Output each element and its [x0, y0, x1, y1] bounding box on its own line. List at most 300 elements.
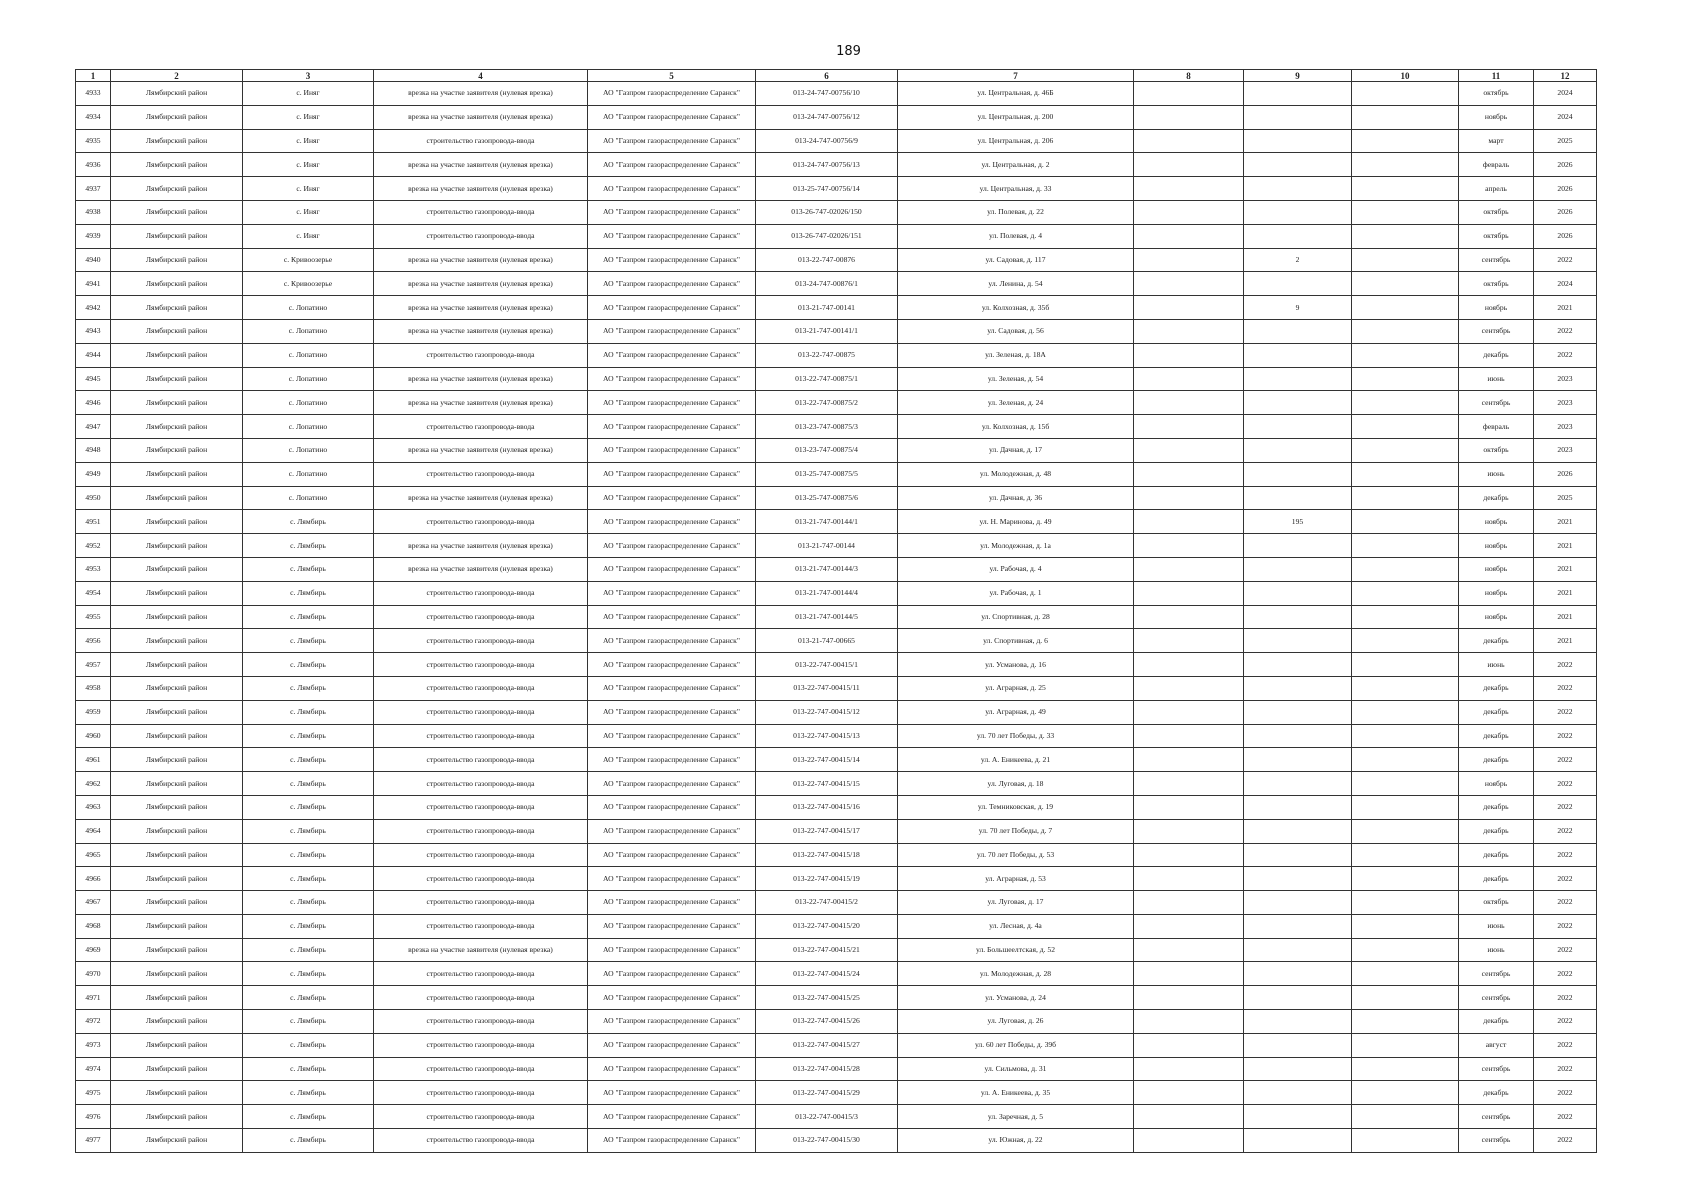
work-type-cell: врезка на участке заявителя (нулевая врезка) [374, 367, 588, 391]
contract-number-cell: 013-25-747-00875/6 [756, 486, 898, 510]
contract-number-cell: 013-22-747-00415/17 [756, 819, 898, 843]
settlement-cell: с. Лямбирь [243, 724, 374, 748]
table-row [76, 272, 1597, 296]
settlement-cell: с. Лямбирь [243, 581, 374, 605]
column-10-cell [1352, 748, 1459, 772]
column-9-cell [1244, 1057, 1352, 1081]
column-8-cell [1134, 486, 1244, 510]
column-9-cell [1244, 819, 1352, 843]
organization-cell: АО "Газпром газораспределение Саранск" [588, 1105, 756, 1129]
table-row [76, 938, 1597, 962]
table-row [76, 629, 1597, 653]
district-cell: Лямбирский район [111, 153, 243, 177]
month-cell: июнь [1459, 938, 1534, 962]
column-9-cell [1244, 724, 1352, 748]
column-10-cell [1352, 986, 1459, 1010]
settlement-cell: с. Лямбирь [243, 938, 374, 962]
work-type-cell: врезка на участке заявителя (нулевая врезка) [374, 105, 588, 129]
column-8-cell [1134, 510, 1244, 534]
address-cell: ул. Центральная, д. 2 [898, 153, 1134, 177]
district-cell: Лямбирский район [111, 843, 243, 867]
organization-cell: АО "Газпром газораспределение Саранск" [588, 534, 756, 558]
organization-cell: АО "Газпром газораспределение Саранск" [588, 343, 756, 367]
column-10-cell [1352, 224, 1459, 248]
address-cell: ул. Н. Маринова, д. 49 [898, 510, 1134, 534]
column-9-cell [1244, 129, 1352, 153]
district-cell: Лямбирский район [111, 296, 243, 320]
column-8-cell [1134, 962, 1244, 986]
table-row [76, 1081, 1597, 1105]
district-cell: Лямбирский район [111, 724, 243, 748]
month-cell: декабрь [1459, 486, 1534, 510]
column-8-cell [1134, 1010, 1244, 1034]
work-type-cell: врезка на участке заявителя (нулевая врезка) [374, 296, 588, 320]
column-10-cell [1352, 914, 1459, 938]
work-type-cell: врезка на участке заявителя (нулевая врезка) [374, 177, 588, 201]
organization-cell: АО "Газпром газораспределение Саранск" [588, 367, 756, 391]
table-row [76, 200, 1597, 224]
year-cell: 2022 [1534, 772, 1597, 796]
column-9-cell [1244, 391, 1352, 415]
month-cell: октябрь [1459, 82, 1534, 106]
column-8-cell [1134, 676, 1244, 700]
work-type-cell: строительство газопровода-ввода [374, 795, 588, 819]
month-cell: ноябрь [1459, 605, 1534, 629]
column-header: 3 [243, 70, 374, 82]
row-number-cell: 4956 [76, 629, 111, 653]
district-cell: Лямбирский район [111, 605, 243, 629]
address-cell: ул. А. Еникеева, д. 35 [898, 1081, 1134, 1105]
address-cell: ул. Центральная, д. 206 [898, 129, 1134, 153]
address-cell: ул. Центральная, д. 46Б [898, 82, 1134, 106]
year-cell: 2022 [1534, 795, 1597, 819]
district-cell: Лямбирский район [111, 867, 243, 891]
row-number-cell: 4936 [76, 153, 111, 177]
address-cell: ул. Колхозная, д. 15б [898, 415, 1134, 439]
address-cell: ул. Луговая, д. 18 [898, 772, 1134, 796]
contract-number-cell: 013-21-747-00665 [756, 629, 898, 653]
work-type-cell: врезка на участке заявителя (нулевая врезка) [374, 534, 588, 558]
column-9-cell: 9 [1244, 296, 1352, 320]
column-10-cell [1352, 629, 1459, 653]
settlement-cell: с. Лямбирь [243, 843, 374, 867]
year-cell: 2021 [1534, 605, 1597, 629]
work-type-cell: строительство газопровода-ввода [374, 581, 588, 605]
work-type-cell: строительство газопровода-ввода [374, 200, 588, 224]
contract-number-cell: 013-22-747-00415/15 [756, 772, 898, 796]
contract-number-cell: 013-25-747-00756/14 [756, 177, 898, 201]
column-10-cell [1352, 1057, 1459, 1081]
table-row [76, 891, 1597, 915]
column-9-cell [1244, 1033, 1352, 1057]
work-type-cell: строительство газопровода-ввода [374, 462, 588, 486]
address-cell: ул. Рабочая, д. 1 [898, 581, 1134, 605]
month-cell: апрель [1459, 177, 1534, 201]
district-cell: Лямбирский район [111, 82, 243, 106]
column-9-cell [1244, 1105, 1352, 1129]
table-row [76, 462, 1597, 486]
column-10-cell [1352, 962, 1459, 986]
organization-cell: АО "Газпром газораспределение Саранск" [588, 1057, 756, 1081]
gasification-schedule-table [75, 69, 1597, 1153]
work-type-cell: строительство газопровода-ввода [374, 676, 588, 700]
district-cell: Лямбирский район [111, 891, 243, 915]
district-cell: Лямбирский район [111, 177, 243, 201]
column-10-cell [1352, 415, 1459, 439]
column-8-cell [1134, 795, 1244, 819]
address-cell: ул. Садовая, д. 56 [898, 319, 1134, 343]
row-number-cell: 4973 [76, 1033, 111, 1057]
month-cell: сентябрь [1459, 962, 1534, 986]
contract-number-cell: 013-22-747-00415/2 [756, 891, 898, 915]
contract-number-cell: 013-22-747-00415/1 [756, 653, 898, 677]
work-type-cell: строительство газопровода-ввода [374, 891, 588, 915]
month-cell: ноябрь [1459, 105, 1534, 129]
settlement-cell: с. Лопатино [243, 462, 374, 486]
year-cell: 2023 [1534, 438, 1597, 462]
month-cell: март [1459, 129, 1534, 153]
table-header [76, 70, 1597, 82]
work-type-cell: строительство газопровода-ввода [374, 510, 588, 534]
year-cell: 2026 [1534, 153, 1597, 177]
work-type-cell: строительство газопровода-ввода [374, 914, 588, 938]
organization-cell: АО "Газпром газораспределение Саранск" [588, 962, 756, 986]
column-header: 7 [898, 70, 1134, 82]
table-row [76, 510, 1597, 534]
contract-number-cell: 013-25-747-00875/5 [756, 462, 898, 486]
table-row [76, 962, 1597, 986]
organization-cell: АО "Газпром газораспределение Саранск" [588, 843, 756, 867]
column-9-cell [1244, 272, 1352, 296]
contract-number-cell: 013-22-747-00875/2 [756, 391, 898, 415]
settlement-cell: с. Иняг [243, 224, 374, 248]
settlement-cell: с. Лямбирь [243, 1129, 374, 1153]
address-cell: ул. Полевая, д. 22 [898, 200, 1134, 224]
row-number-cell: 4935 [76, 129, 111, 153]
column-10-cell [1352, 581, 1459, 605]
district-cell: Лямбирский район [111, 272, 243, 296]
month-cell: ноябрь [1459, 581, 1534, 605]
column-9-cell [1244, 891, 1352, 915]
column-9-cell [1244, 319, 1352, 343]
settlement-cell: с. Иняг [243, 82, 374, 106]
month-cell: декабрь [1459, 795, 1534, 819]
district-cell: Лямбирский район [111, 986, 243, 1010]
row-number-cell: 4943 [76, 319, 111, 343]
work-type-cell: врезка на участке заявителя (нулевая врезка) [374, 938, 588, 962]
contract-number-cell: 013-22-747-00415/14 [756, 748, 898, 772]
table-row [76, 557, 1597, 581]
month-cell: октябрь [1459, 438, 1534, 462]
address-cell: ул. 60 лет Победы, д. 39б [898, 1033, 1134, 1057]
settlement-cell: с. Лямбирь [243, 1057, 374, 1081]
year-cell: 2022 [1534, 986, 1597, 1010]
district-cell: Лямбирский район [111, 534, 243, 558]
address-cell: ул. Зеленая, д. 18А [898, 343, 1134, 367]
column-10-cell [1352, 319, 1459, 343]
work-type-cell: строительство газопровода-ввода [374, 1129, 588, 1153]
address-cell: ул. Зеленая, д. 24 [898, 391, 1134, 415]
year-cell: 2024 [1534, 272, 1597, 296]
column-8-cell [1134, 1081, 1244, 1105]
row-number-cell: 4972 [76, 1010, 111, 1034]
year-cell: 2026 [1534, 462, 1597, 486]
district-cell: Лямбирский район [111, 772, 243, 796]
settlement-cell: с. Лямбирь [243, 1033, 374, 1057]
organization-cell: АО "Газпром газораспределение Саранск" [588, 105, 756, 129]
column-9-cell [1244, 343, 1352, 367]
row-number-cell: 4959 [76, 700, 111, 724]
settlement-cell: с. Лямбирь [243, 795, 374, 819]
column-10-cell [1352, 891, 1459, 915]
month-cell: сентябрь [1459, 1057, 1534, 1081]
row-number-cell: 4941 [76, 272, 111, 296]
organization-cell: АО "Газпром газораспределение Саранск" [588, 676, 756, 700]
table-row [76, 1105, 1597, 1129]
table-row [76, 296, 1597, 320]
month-cell: декабрь [1459, 1081, 1534, 1105]
column-8-cell [1134, 653, 1244, 677]
column-8-cell [1134, 581, 1244, 605]
column-header: 6 [756, 70, 898, 82]
month-cell: сентябрь [1459, 248, 1534, 272]
address-cell: ул. Заречная, д. 5 [898, 1105, 1134, 1129]
year-cell: 2021 [1534, 534, 1597, 558]
table-row [76, 319, 1597, 343]
settlement-cell: с. Лямбирь [243, 986, 374, 1010]
work-type-cell: строительство газопровода-ввода [374, 819, 588, 843]
work-type-cell: врезка на участке заявителя (нулевая врезка) [374, 153, 588, 177]
column-9-cell [1244, 462, 1352, 486]
address-cell: ул. Сильмова, д. 31 [898, 1057, 1134, 1081]
row-number-cell: 4947 [76, 415, 111, 439]
column-8-cell [1134, 534, 1244, 558]
address-cell: ул. Молодежная, д. 48 [898, 462, 1134, 486]
column-9-cell [1244, 629, 1352, 653]
year-cell: 2022 [1534, 867, 1597, 891]
year-cell: 2026 [1534, 177, 1597, 201]
contract-number-cell: 013-21-747-00144/1 [756, 510, 898, 534]
column-8-cell [1134, 129, 1244, 153]
column-8-cell [1134, 724, 1244, 748]
column-9-cell [1244, 200, 1352, 224]
contract-number-cell: 013-24-747-00756/9 [756, 129, 898, 153]
month-cell: июнь [1459, 653, 1534, 677]
month-cell: декабрь [1459, 343, 1534, 367]
district-cell: Лямбирский район [111, 462, 243, 486]
row-number-cell: 4974 [76, 1057, 111, 1081]
column-9-cell [1244, 534, 1352, 558]
row-number-cell: 4977 [76, 1129, 111, 1153]
month-cell: июнь [1459, 367, 1534, 391]
contract-number-cell: 013-21-747-00144 [756, 534, 898, 558]
column-10-cell [1352, 1010, 1459, 1034]
table-row [76, 748, 1597, 772]
column-9-cell [1244, 938, 1352, 962]
column-9-cell [1244, 867, 1352, 891]
column-9-cell [1244, 177, 1352, 201]
district-cell: Лямбирский район [111, 653, 243, 677]
column-9-cell [1244, 581, 1352, 605]
contract-number-cell: 013-22-747-00415/30 [756, 1129, 898, 1153]
year-cell: 2025 [1534, 129, 1597, 153]
address-cell: ул. Дачная, д. 17 [898, 438, 1134, 462]
column-9-cell [1244, 105, 1352, 129]
district-cell: Лямбирский район [111, 1081, 243, 1105]
column-8-cell [1134, 605, 1244, 629]
work-type-cell: врезка на участке заявителя (нулевая врезка) [374, 272, 588, 296]
settlement-cell: с. Иняг [243, 153, 374, 177]
table-row [76, 248, 1597, 272]
month-cell: октябрь [1459, 200, 1534, 224]
district-cell: Лямбирский район [111, 486, 243, 510]
column-8-cell [1134, 224, 1244, 248]
address-cell: ул. Аграрная, д. 53 [898, 867, 1134, 891]
work-type-cell: строительство газопровода-ввода [374, 748, 588, 772]
district-cell: Лямбирский район [111, 1033, 243, 1057]
work-type-cell: строительство газопровода-ввода [374, 1057, 588, 1081]
column-header: 8 [1134, 70, 1244, 82]
column-header: 12 [1534, 70, 1597, 82]
settlement-cell: с. Лямбирь [243, 1105, 374, 1129]
work-type-cell: строительство газопровода-ввода [374, 962, 588, 986]
page-number: 189 [836, 44, 861, 59]
address-cell: ул. Дачная, д. 36 [898, 486, 1134, 510]
column-8-cell [1134, 343, 1244, 367]
column-header: 11 [1459, 70, 1534, 82]
table-row [76, 415, 1597, 439]
year-cell: 2021 [1534, 629, 1597, 653]
month-cell: февраль [1459, 153, 1534, 177]
district-cell: Лямбирский район [111, 224, 243, 248]
column-9-cell [1244, 1010, 1352, 1034]
work-type-cell: строительство газопровода-ввода [374, 653, 588, 677]
month-cell: декабрь [1459, 867, 1534, 891]
month-cell: ноябрь [1459, 534, 1534, 558]
column-9-cell [1244, 676, 1352, 700]
row-number-cell: 4950 [76, 486, 111, 510]
settlement-cell: с. Иняг [243, 105, 374, 129]
contract-number-cell: 013-22-747-00415/16 [756, 795, 898, 819]
row-number-cell: 4949 [76, 462, 111, 486]
column-9-cell [1244, 795, 1352, 819]
district-cell: Лямбирский район [111, 581, 243, 605]
settlement-cell: с. Лямбирь [243, 748, 374, 772]
contract-number-cell: 013-21-747-00141/1 [756, 319, 898, 343]
row-number-cell: 4960 [76, 724, 111, 748]
month-cell: февраль [1459, 415, 1534, 439]
contract-number-cell: 013-22-747-00415/3 [756, 1105, 898, 1129]
year-cell: 2022 [1534, 1033, 1597, 1057]
month-cell: декабрь [1459, 1010, 1534, 1034]
contract-number-cell: 013-22-747-00415/11 [756, 676, 898, 700]
year-cell: 2022 [1534, 962, 1597, 986]
month-cell: декабрь [1459, 629, 1534, 653]
table-body [76, 82, 1597, 1153]
column-10-cell [1352, 795, 1459, 819]
row-number-cell: 4951 [76, 510, 111, 534]
settlement-cell: с. Лямбирь [243, 557, 374, 581]
column-10-cell [1352, 819, 1459, 843]
table-row [76, 105, 1597, 129]
table-row [76, 224, 1597, 248]
table-row [76, 486, 1597, 510]
address-cell: ул. Колхозная, д. 35б [898, 296, 1134, 320]
column-9-cell [1244, 653, 1352, 677]
district-cell: Лямбирский район [111, 438, 243, 462]
district-cell: Лямбирский район [111, 391, 243, 415]
address-cell: ул. Лесная, д. 4а [898, 914, 1134, 938]
contract-number-cell: 013-23-747-00875/4 [756, 438, 898, 462]
contract-number-cell: 013-23-747-00875/3 [756, 415, 898, 439]
work-type-cell: врезка на участке заявителя (нулевая врезка) [374, 557, 588, 581]
column-8-cell [1134, 938, 1244, 962]
work-type-cell: строительство газопровода-ввода [374, 129, 588, 153]
column-numbers-row [76, 70, 1597, 82]
organization-cell: АО "Газпром газораспределение Саранск" [588, 1033, 756, 1057]
table-row [76, 1057, 1597, 1081]
table-row [76, 343, 1597, 367]
organization-cell: АО "Газпром газораспределение Саранск" [588, 986, 756, 1010]
column-9-cell [1244, 1129, 1352, 1153]
organization-cell: АО "Газпром газораспределение Саранск" [588, 462, 756, 486]
contract-number-cell: 013-22-747-00415/12 [756, 700, 898, 724]
column-9-cell [1244, 486, 1352, 510]
organization-cell: АО "Газпром газораспределение Саранск" [588, 748, 756, 772]
row-number-cell: 4945 [76, 367, 111, 391]
column-8-cell [1134, 319, 1244, 343]
contract-number-cell: 013-22-747-00415/24 [756, 962, 898, 986]
column-9-cell [1244, 748, 1352, 772]
table-row [76, 534, 1597, 558]
work-type-cell: строительство газопровода-ввода [374, 343, 588, 367]
organization-cell: АО "Газпром газораспределение Саранск" [588, 795, 756, 819]
column-10-cell [1352, 296, 1459, 320]
district-cell: Лямбирский район [111, 700, 243, 724]
year-cell: 2022 [1534, 819, 1597, 843]
organization-cell: АО "Газпром газораспределение Саранск" [588, 557, 756, 581]
month-cell: ноябрь [1459, 557, 1534, 581]
month-cell: ноябрь [1459, 510, 1534, 534]
column-10-cell [1352, 772, 1459, 796]
organization-cell: АО "Газпром газораспределение Саранск" [588, 82, 756, 106]
column-9-cell [1244, 1081, 1352, 1105]
column-10-cell [1352, 557, 1459, 581]
table-row [76, 82, 1597, 106]
column-header: 4 [374, 70, 588, 82]
table-row [76, 676, 1597, 700]
year-cell: 2022 [1534, 938, 1597, 962]
address-cell: ул. Центральная, д. 33 [898, 177, 1134, 201]
work-type-cell: строительство газопровода-ввода [374, 415, 588, 439]
month-cell: сентябрь [1459, 391, 1534, 415]
table-row [76, 1033, 1597, 1057]
organization-cell: АО "Газпром газораспределение Саранск" [588, 177, 756, 201]
district-cell: Лямбирский район [111, 319, 243, 343]
work-type-cell: врезка на участке заявителя (нулевая врезка) [374, 391, 588, 415]
table-row [76, 700, 1597, 724]
contract-number-cell: 013-26-747-02026/151 [756, 224, 898, 248]
year-cell: 2022 [1534, 1129, 1597, 1153]
column-8-cell [1134, 867, 1244, 891]
column-8-cell [1134, 1057, 1244, 1081]
district-cell: Лямбирский район [111, 343, 243, 367]
row-number-cell: 4958 [76, 676, 111, 700]
month-cell: июнь [1459, 914, 1534, 938]
month-cell: ноябрь [1459, 296, 1534, 320]
row-number-cell: 4944 [76, 343, 111, 367]
settlement-cell: с. Лямбирь [243, 1081, 374, 1105]
